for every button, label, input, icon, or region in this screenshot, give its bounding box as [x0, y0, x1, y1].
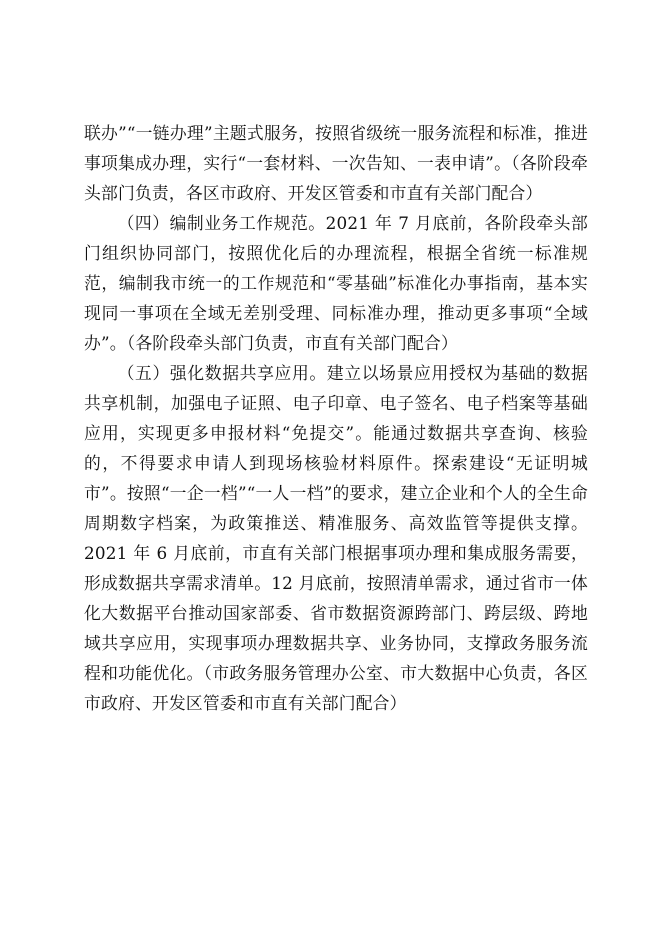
document-body — [84, 118, 588, 718]
paragraph-continuation: 联办”“一链办理”主题式服务，按照省级统一服务流程和标准，推进事项集成办理，实行“一套材料、一次告知、一表申请”。（各阶段牵头部门负责，各区市政府、开发区管委和市直有关部门配合） — [84, 123, 588, 203]
paragraph-section-5: （五）强化数据共享应用。建立以场景应用授权为基础的数据共享机制，加强电子证照、电子印章、电子签名、电子档案等基础应用，实现更多申报材料“免提交”。能通过数据共享查询、核验的，不得要求申请人到现场核验材料原件。探索建设“无证明城市”。按照“一企一档”“一人一档”的要求，建立企业和个人的全生命周期数字档案，为政策推送、精准服务、高效监管等提供支撑。2021 年 6 月底前，市直有关部门根据事项办理和集成服务需要，形成数据共享需求清单。12 月底前，按照清单需求，通过省市一体化大数据平台推动国家部委、省市数据资源跨部门、跨层级、跨地域共享应用，实现事项办理数据共享、业务协同，支撑政务服务流程和功能优化。（市政务服务管理办公室、市大数据中心负责，各区市政府、开发区管委和市直有关部门配合） — [84, 363, 588, 713]
paragraph-section-4: （四）编制业务工作规范。2021 年 7 月底前，各阶段牵头部门组织协同部门，按照优化后的办理流程，根据全省统一标准规范，编制我市统一的工作规范和“零基础”标准化办事指南，基本实现同一事项在全域无差别受理、同标准办理，推动更多事项“全域办”。（各阶段牵头部门负责，市直有关部门配合） — [84, 213, 588, 353]
